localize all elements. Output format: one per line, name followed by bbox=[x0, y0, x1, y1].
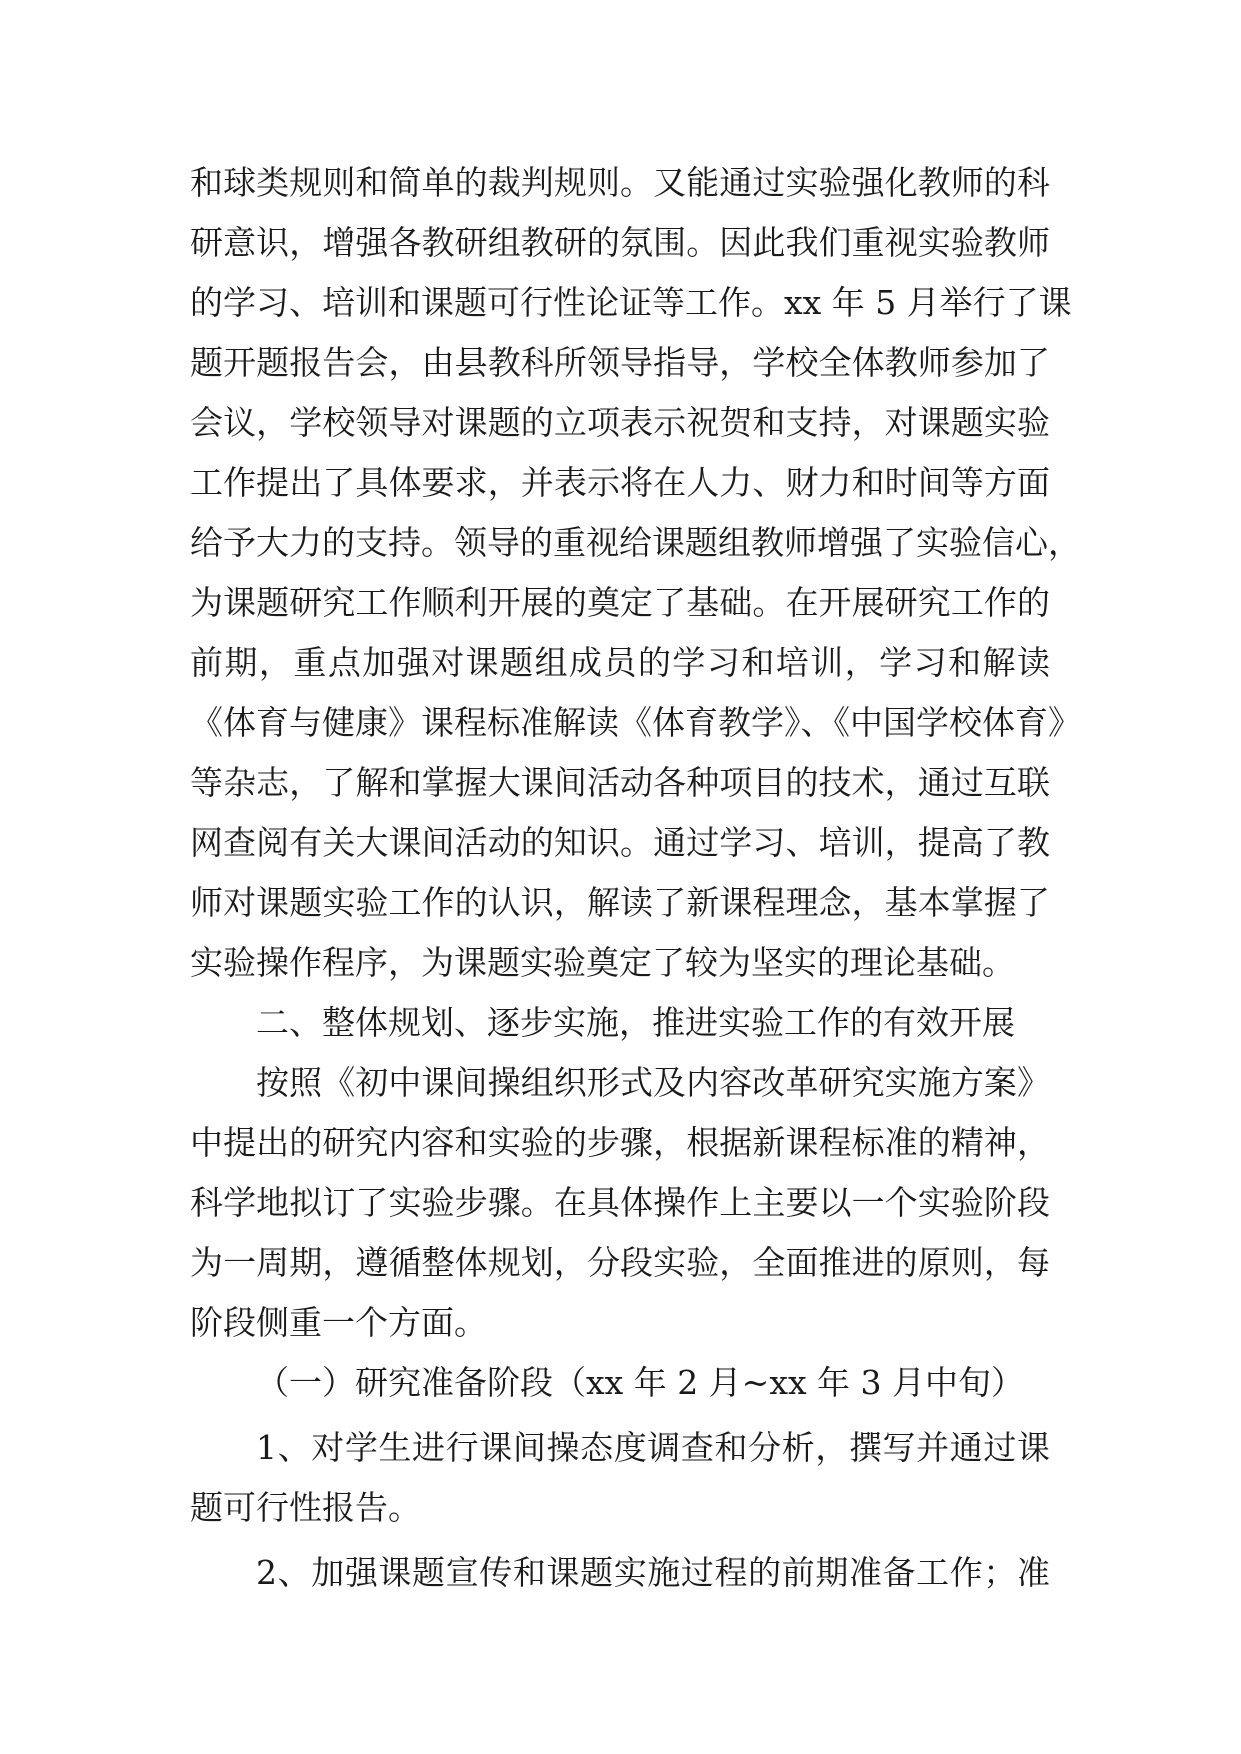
text-line: 工作提出了具体要求，并表示将在人力、财力和时间等方面 bbox=[190, 463, 1050, 502]
text-line: 1、对学生进行课间操态度调查和分析，撰写并通过课 bbox=[256, 1428, 1050, 1467]
text-line: 网查阅有关大课间活动的知识。通过学习、培训，提高了教 bbox=[190, 823, 1050, 862]
text-line: 为一周期，遵循整体规划，分段实验，全面推进的原则，每 bbox=[190, 1243, 1050, 1282]
document-body bbox=[190, 153, 1081, 1603]
text-line: 等杂志，了解和掌握大课间活动各种项目的技术，通过互联 bbox=[190, 763, 1050, 802]
text-line: 科学地拟订了实验步骤。在具体操作上主要以一个实验阶段 bbox=[190, 1183, 1050, 1222]
text-line: 的学习、培训和课题可行性论证等工作。xx 年 5 月举行了课 bbox=[190, 283, 1072, 322]
section-heading: 二、整体规划、逐步实施，推进实验工作的有效开展 bbox=[256, 1003, 1015, 1042]
text-line: 中提出的研究内容和实验的步骤，根据新课程标准的精神， bbox=[190, 1123, 1050, 1162]
text-line: 给予大力的支持。领导的重视给课题组教师增强了实验信心， bbox=[190, 523, 1081, 562]
text-line: 按照《初中课间操组织形式及内容改革研究实施方案》 bbox=[256, 1063, 1050, 1102]
text-line: 题可行性报告。 bbox=[190, 1488, 421, 1527]
text-line: 和球类规则和简单的裁判规则。又能通过实验强化教师的科 bbox=[190, 163, 1050, 202]
text-line: 《体育与健康》课程标准解读《体育教学》、《中国学校体育》 bbox=[190, 703, 1081, 742]
text-line: 2、加强课题宣传和课题实施过程的前期准备工作；准 bbox=[256, 1553, 1050, 1592]
text-line: 前期，重点加强对课题组成员的学习和培训，学习和解读 bbox=[190, 643, 1050, 682]
text-line: 题开题报告会，由县教科所领导指导，学校全体教师参加了 bbox=[190, 343, 1050, 382]
text-line: 阶段侧重一个方面。 bbox=[190, 1303, 487, 1342]
text-line: 会议，学校领导对课题的立项表示祝贺和支持，对课题实验 bbox=[190, 403, 1050, 442]
text-line: 师对课题实验工作的认识，解读了新课程理念，基本掌握了 bbox=[190, 883, 1050, 922]
subsection-heading: （一）研究准备阶段（xx 年 2 月~xx 年 3 月中旬） bbox=[256, 1363, 1025, 1402]
text-line: 为课题研究工作顺利开展的奠定了基础。在开展研究工作的 bbox=[190, 583, 1050, 622]
text-line: 实验操作程序，为课题实验奠定了较为坚实的理论基础。 bbox=[190, 943, 1015, 982]
text-line: 研意识，增强各教研组教研的氛围。因此我们重视实验教师 bbox=[190, 223, 1050, 262]
